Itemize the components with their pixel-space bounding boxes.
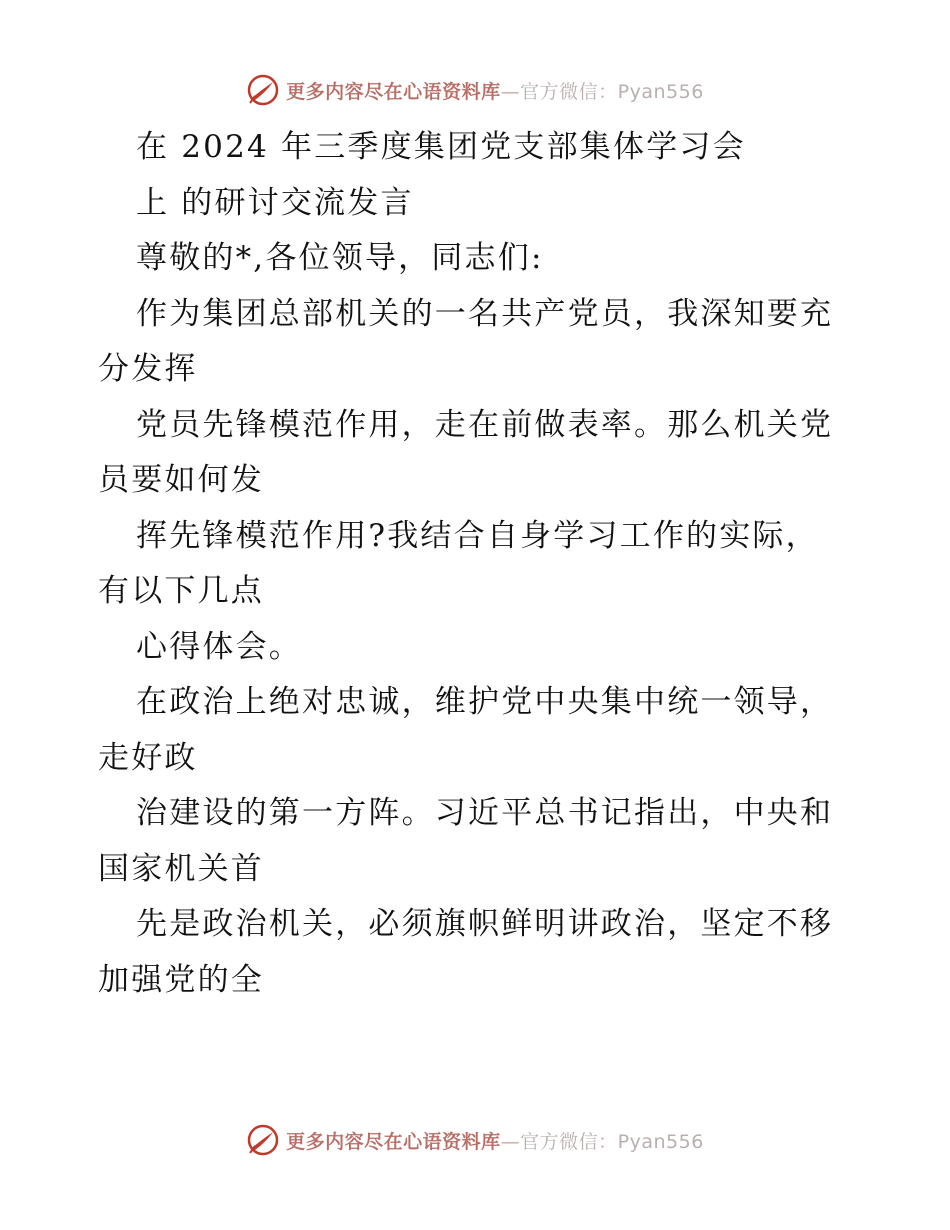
header-separator: —	[500, 80, 521, 103]
header-banner	[0, 70, 950, 110]
text-line: 先是政治机关，必须旗帜鲜明讲政治，坚定不移	[136, 906, 834, 942]
footer-separator: —	[500, 1130, 521, 1153]
text-line: 国家机关首	[98, 850, 264, 887]
text-line: 在 2024 年三季度集团党支部集体学习会	[136, 129, 746, 165]
header-banner-text	[286, 77, 704, 104]
header-wechat-text: 官方微信：Pyan556	[520, 80, 704, 103]
text-line: 在政治上绝对忠诚，维护党中央集中统一领导，	[136, 684, 834, 720]
text-line: 员要如何发	[98, 462, 264, 498]
text-line: 尊敬的*,各位领导，同志们:	[136, 240, 544, 276]
text-line: 党员先锋模范作用，走在前做表率。那么机关党	[136, 406, 834, 443]
text-line: 治建设的第一方阵。习近平总书记指出，中央和	[136, 795, 834, 831]
header-brand-text: 更多内容尽在心语资料库	[286, 80, 501, 103]
text-line: 作为集团总部机关的一名共产党员，我深知要充	[136, 295, 834, 332]
text-line: 走好政	[98, 739, 198, 776]
text-line: 心得体会。	[136, 628, 302, 665]
quill-pen-logo-icon	[246, 1123, 280, 1157]
text-line: 分发挥	[98, 351, 198, 387]
footer-banner-text	[286, 1127, 704, 1154]
text-line: 挥先锋模范作用?我结合自身学习工作的实际，	[136, 517, 819, 554]
footer-banner	[0, 1120, 950, 1160]
text-line: 上 的研讨交流发言	[136, 184, 414, 221]
text-line: 有以下几点	[98, 573, 264, 609]
text-line: 加强党的全	[98, 961, 264, 998]
footer-wechat-text: 官方微信：Pyan556	[520, 1130, 704, 1153]
quill-pen-logo-icon	[246, 73, 280, 107]
document-body	[98, 120, 858, 1008]
footer-brand-text: 更多内容尽在心语资料库	[286, 1130, 501, 1153]
